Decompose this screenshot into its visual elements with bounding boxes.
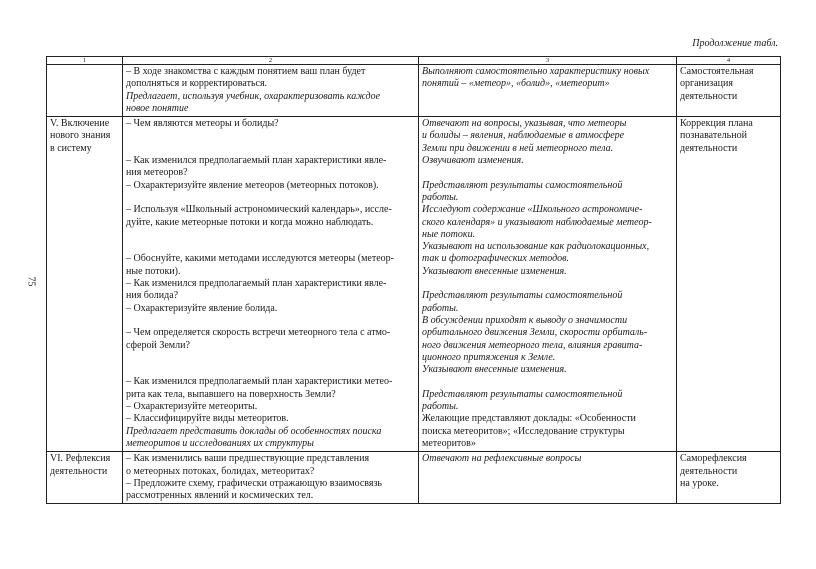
cell-line: в систему (50, 142, 92, 154)
cell-line: – Используя «Школьный астрономический календарь», иссле- (126, 204, 392, 216)
cell-line: работы. (422, 401, 459, 413)
cell-line: – Обоснуйте, какими методами исследуются метеоры (метеор- (126, 253, 394, 265)
cell-line: ные потоки). (126, 265, 181, 277)
cell-line: деятельности (680, 142, 738, 154)
cell-line: деятельности (680, 465, 738, 477)
cell-line: Отвечают на рефлексивные вопросы (422, 453, 582, 465)
cell-line: Озвучивают изменения. (422, 155, 524, 167)
teacher-activity-cell (123, 65, 419, 117)
cell-line: ционного притяжения к Земле. (422, 351, 556, 363)
cell-line: понятий – «метеор», «болид», «метеорит» (422, 78, 610, 90)
cell-line: Саморефлексия (680, 453, 747, 465)
student-activity-cell (419, 452, 677, 504)
cell-line: Представляют результаты самостоятельной (422, 290, 623, 302)
cell-line (126, 352, 415, 364)
cell-line: Предлагает, используя учебник, охарактеризовать каждое (126, 90, 381, 102)
cell-line: познавательной (680, 130, 747, 142)
cell-line: – Охарактеризуйте явление болида. (126, 302, 278, 314)
column-number: 4 (677, 57, 781, 65)
cell-line: – Предложите схему, графически отражающую взаимосвязь (126, 477, 382, 489)
column-number: 2 (123, 57, 419, 65)
cell-line: – Как изменился предполагаемый план характеристики метео- (126, 376, 393, 388)
cell-line: VI. Рефлексия (50, 453, 111, 465)
cell-line (422, 167, 673, 179)
cell-line: Представляют результаты самостоятельной (422, 388, 623, 400)
cell-line: ные потоки. (422, 228, 476, 240)
cell-line: так и фотографических методов. (422, 253, 570, 265)
cell-line: рассмотренных явлений и космических тел. (126, 490, 314, 502)
cell-line: Представляют результаты самостоятельной (422, 179, 623, 191)
cell-line: Выполняют самостоятельно характеристику новых (422, 66, 650, 77)
stage-cell (47, 452, 123, 504)
cell-line (126, 192, 415, 204)
cell-line (126, 315, 415, 327)
page-number: 75 (25, 276, 37, 287)
cell-line: дополняться и корректироваться. (126, 78, 268, 90)
cell-line: – Как изменились ваши предшествующие представления (126, 453, 370, 465)
cell-line: ного движения метеорного тела, влияния гравита- (422, 339, 643, 351)
lesson-table (46, 56, 781, 504)
cell-line: ского календаря» и указывают наблюдаемые метеор- (422, 216, 652, 228)
teacher-activity-cell (123, 452, 419, 504)
continuation-label: Продолжение табл. (692, 38, 778, 49)
cell-line: Предлагает представить доклады об особенностях поиска (126, 425, 382, 437)
cell-line: Коррекция плана (680, 118, 753, 130)
cell-line: сферой Земли? (126, 339, 190, 351)
cell-line: – Классифицируйте виды метеоритов. (126, 413, 289, 425)
cell-line: Отвечают на вопросы, указывая, что метеоры (422, 118, 627, 130)
cell-line (422, 278, 673, 290)
uud-cell (677, 65, 781, 117)
cell-line: ния болида? (126, 290, 179, 302)
cell-line (126, 229, 415, 241)
cell-line: и болиды – явления, наблюдаемые в атмосфере (422, 130, 625, 142)
cell-line: Земли при движении в ней метеорного тела. (422, 142, 614, 154)
cell-line: работы. (422, 302, 459, 314)
cell-line: В обсуждении приходят к выводу о значимости (422, 314, 628, 326)
column-number-row (47, 57, 781, 65)
cell-line: Желающие представляют доклады: «Особенности (422, 413, 636, 425)
student-activity-cell (419, 117, 677, 452)
stage-cell (47, 117, 123, 452)
cell-line (126, 364, 415, 376)
cell-line (422, 376, 673, 388)
stage-cell (47, 65, 123, 117)
cell-line: метеоритов и исследованиях их структуры (126, 437, 314, 449)
cell-line: – Охарактеризуйте явление метеоров (метеорных потоков). (126, 179, 379, 191)
cell-line: нового знания (50, 130, 111, 142)
table-row (47, 65, 781, 117)
cell-line: рита как тела, выпавшего на поверхность Земли? (126, 388, 336, 400)
cell-line: – Чем являются метеоры и болиды? (126, 118, 279, 130)
cell-line: Исследуют содержание «Школьного астрономиче- (422, 204, 643, 216)
cell-line: – Как изменился предполагаемый план характеристики явле- (126, 278, 387, 290)
cell-line: дуйте, какие метеорные потоки и когда можно наблюдать. (126, 216, 374, 228)
cell-line (126, 130, 415, 142)
cell-line: Самостоятельная (680, 66, 754, 77)
student-activity-cell (419, 65, 677, 117)
teacher-activity-cell (123, 117, 419, 452)
cell-line: ния метеоров? (126, 167, 188, 179)
cell-line: на уроке. (680, 477, 719, 489)
table-row (47, 117, 781, 452)
cell-line: метеоритов» (422, 437, 476, 449)
cell-line: Указывают на использование как радиолокационных, (422, 241, 650, 253)
cell-line: поиска метеоритов»; «Исследование структуры (422, 425, 625, 437)
cell-line: деятельности (50, 465, 108, 477)
table-row (47, 452, 781, 504)
uud-cell (677, 117, 781, 452)
cell-line: – В ходе знакомства с каждым понятием ваш план будет (126, 66, 366, 77)
cell-line: орбитального движения Земли, скорости орбиталь- (422, 327, 648, 339)
cell-line (126, 143, 415, 155)
cell-line: – Охарактеризуйте метеориты. (126, 401, 258, 413)
cell-line: о метеорных потоках, болидах, метеоритах? (126, 465, 315, 477)
cell-line: Указывают внесенные изменения. (422, 364, 567, 376)
uud-cell (677, 452, 781, 504)
cell-line: работы. (422, 191, 459, 203)
cell-line: Указывают внесенные изменения. (422, 265, 567, 277)
cell-line: организация (680, 78, 733, 90)
cell-line: новое понятие (126, 102, 189, 114)
cell-line: V. Включение (50, 118, 110, 130)
cell-line: деятельности (680, 90, 738, 102)
column-number: 3 (419, 57, 677, 65)
cell-line (126, 241, 415, 253)
cell-line: – Чем определяется скорость встречи метеорного тела с атмо- (126, 327, 391, 339)
cell-line: – Как изменился предполагаемый план характеристики явле- (126, 155, 387, 167)
column-number: 1 (47, 57, 123, 65)
